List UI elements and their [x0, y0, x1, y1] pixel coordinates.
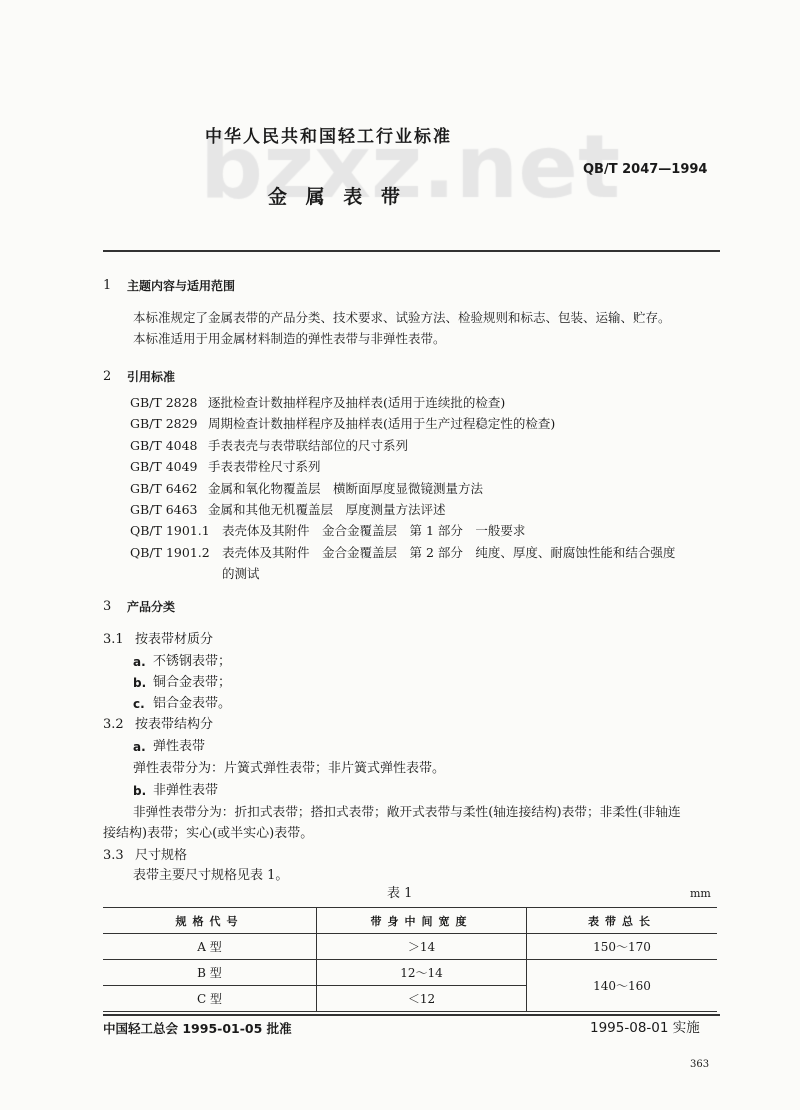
approval-date: 中国轻工总会 1995-01-05 批准 [103, 1021, 292, 1036]
ref-title-continued: 的测试 [222, 566, 260, 581]
header-cell: 带身中间宽度 [317, 908, 527, 934]
list-marker: b. [133, 784, 147, 798]
paragraph: 非弹性表带分为：折扣式表带；搭扣式表带；敞开式表带与柔性(轴连接结构)表带；非柔性(非轴连 [133, 804, 681, 819]
section-number: 1 [103, 278, 112, 293]
ref-code-spacer [130, 566, 214, 582]
table-row [103, 960, 717, 986]
ref-code: GB/T 2828 [130, 395, 198, 410]
subsection-number: 3.2 [103, 717, 124, 732]
table-cell: ＞14 [317, 934, 527, 960]
ref-title: 表壳体及其附件 金合金覆盖层 第 1 部分 一般要求 [222, 523, 526, 538]
footer-rule [103, 1014, 720, 1016]
list-marker: a. [133, 655, 146, 669]
document-title: 金 属 表 带 [268, 186, 406, 208]
section-2-title: 引用标准 [127, 370, 176, 384]
paragraph: 本标准规定了金属表带的产品分类、技术要求、试验方法、检验规则和标志、包装、运输、贮存。 [133, 310, 671, 325]
subsection-3-2-title: 按表带结构分 [135, 717, 214, 732]
section-number: 3 [103, 599, 112, 614]
page-number: 363 [690, 1059, 710, 1070]
table-cell: 12～14 [317, 960, 527, 986]
reference-item-continued [130, 566, 260, 582]
ref-code: GB/T 6462 [130, 481, 198, 496]
ref-title: 逐批检查计数抽样程序及抽样表(适用于连续批的检查) [208, 395, 506, 410]
reference-item [130, 523, 525, 539]
paragraph: 弹性表带分为：片簧式弹性表带；非片簧式弹性表带。 [133, 761, 446, 776]
header-cell: 规格代号 [103, 908, 317, 934]
ministry-header: 中华人民共和国轻工行业标准 [205, 127, 452, 147]
table-caption: 表 1 [387, 886, 413, 901]
ref-code: GB/T 2829 [130, 416, 198, 431]
table-cell: B 型 [103, 960, 317, 986]
dimension-table [103, 907, 717, 1012]
header-cell: 表带总长 [527, 908, 718, 934]
subsection-3-1-title: 按表带材质分 [135, 632, 214, 647]
subsection-number: 3.1 [103, 632, 124, 647]
paragraph: 本标准适用于用金属材料制造的弹性表带与非弹性表带。 [133, 331, 446, 346]
list-item: 弹性表带 [153, 739, 206, 754]
paragraph: 表带主要尺寸规格见表 1。 [133, 868, 289, 883]
effective-date: 1995-08-01 实施 [590, 1020, 700, 1036]
ref-code: GB/T 4048 [130, 438, 198, 453]
reference-item [130, 416, 555, 432]
standard-number: QB/T 2047—1994 [583, 162, 708, 177]
table-header-row [103, 908, 717, 934]
table-cell: 150～170 [527, 934, 718, 960]
table-cell: ＜12 [317, 986, 527, 1012]
reference-item [130, 438, 408, 454]
list-marker: a. [133, 740, 146, 754]
reference-item [130, 459, 321, 475]
subsection-3-3-title: 尺寸规格 [135, 848, 188, 863]
list-item: 铜合金表带； [153, 675, 232, 690]
ref-title: 周期检查计数抽样程序及抽样表(适用于生产过程稳定性的检查) [208, 416, 556, 431]
subsection-number: 3.3 [103, 848, 124, 863]
section-3-title: 产品分类 [127, 600, 176, 614]
ref-code: QB/T 1901.1 [130, 523, 210, 538]
ref-title: 手表表带栓尺寸系列 [208, 459, 321, 474]
ref-title: 表壳体及其附件 金合金覆盖层 第 2 部分 纯度、厚度、耐腐蚀性能和结合强度 [222, 545, 676, 560]
table-cell: 140～160 [527, 960, 718, 1012]
section-1-title: 主题内容与适用范围 [127, 279, 236, 293]
list-marker: b. [133, 676, 147, 690]
reference-item [130, 502, 446, 518]
table-row [103, 934, 717, 960]
reference-item [130, 395, 505, 411]
list-item: 不锈钢表带； [153, 654, 232, 669]
ref-title: 手表表壳与表带联结部位的尺寸系列 [208, 438, 409, 453]
paragraph: 接结构)表带；实心(或半实心)表带。 [103, 826, 314, 841]
list-item: 铝合金表带。 [153, 696, 232, 711]
ref-title: 金属和其他无机覆盖层 厚度测量方法评述 [208, 502, 446, 517]
ref-code: GB/T 4049 [130, 459, 198, 474]
ref-code: QB/T 1901.2 [130, 545, 210, 560]
table-cell: C 型 [103, 986, 317, 1012]
table-unit: mm [690, 887, 711, 900]
list-item: 非弹性表带 [153, 783, 219, 798]
ref-title: 金属和氧化物覆盖层 横断面厚度显微镜测量方法 [208, 481, 484, 496]
header-rule [103, 250, 720, 252]
ref-code: GB/T 6463 [130, 502, 198, 517]
table-cell: A 型 [103, 934, 317, 960]
section-number: 2 [103, 369, 112, 384]
reference-item [130, 481, 483, 497]
list-marker: c. [133, 697, 145, 711]
reference-item [130, 545, 675, 561]
